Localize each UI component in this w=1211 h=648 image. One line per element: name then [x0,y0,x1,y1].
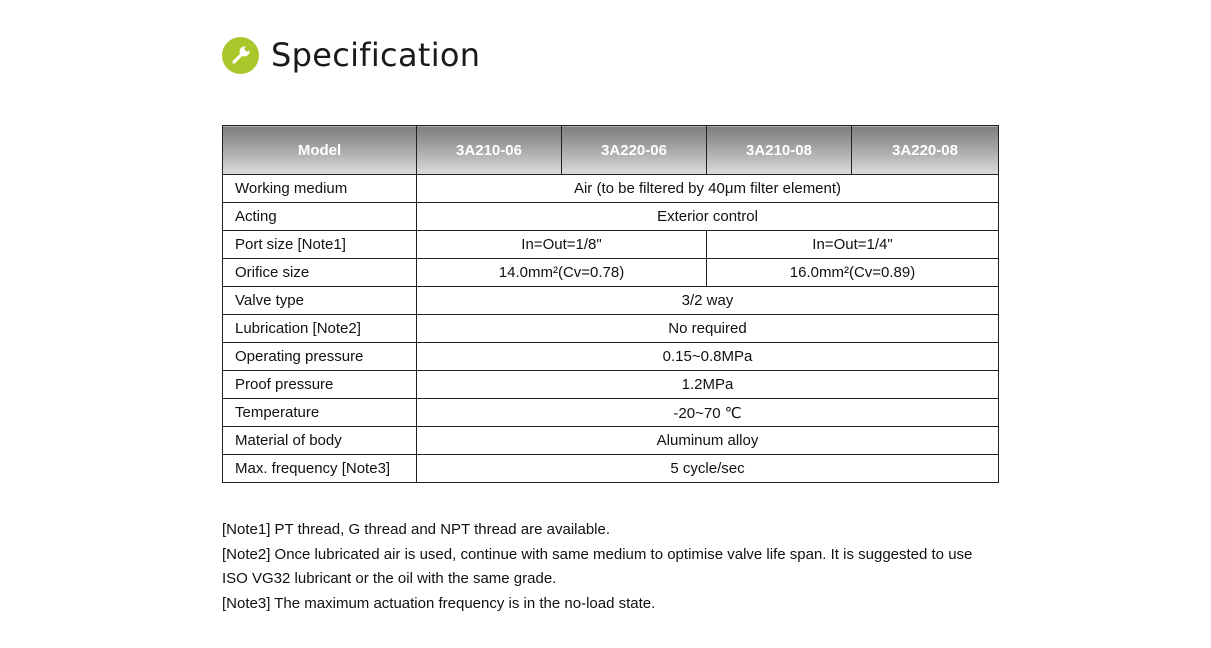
row-label: Valve type [223,287,417,315]
header-cell-model-1: 3A210-06 [417,126,562,175]
row-value: In=Out=1/8" [417,231,707,259]
table-header-row [223,126,999,175]
row-label: Max. frequency [Note3] [223,455,417,483]
page-header [222,34,480,76]
row-value: In=Out=1/4" [707,231,999,259]
row-value: 16.0mm²(Cv=0.89) [707,259,999,287]
table-row [223,175,999,203]
row-value: 1.2MPa [417,371,999,399]
row-value: Exterior control [417,203,999,231]
notes-section [222,518,998,616]
row-value: 0.15~0.8MPa [417,343,999,371]
note-3: [Note3] The maximum actuation frequency is in the no-load state. [222,594,656,612]
table-row [223,343,999,371]
table-row [223,455,999,483]
note-2: [Note2] Once lubricated air is used, continue with same medium to optimise valve life span. It is suggested to use ISO VG32 lubricant or the oil with the same grade. [222,545,973,587]
row-label: Proof pressure [223,371,417,399]
header-cell-model-3: 3A210-08 [707,126,852,175]
note-1: [Note1] PT thread, G thread and NPT thread are available. [222,521,611,538]
row-label: Temperature [223,399,417,427]
row-label: Orifice size [223,259,417,287]
row-label: Acting [223,203,417,231]
table-row [223,427,999,455]
table-row [223,315,999,343]
row-value: 3/2 way [417,287,999,315]
table-row [223,287,999,315]
table-row [223,203,999,231]
header-cell-model-4: 3A220-08 [852,126,999,175]
row-label: Working medium [223,175,417,203]
table-row [223,231,999,259]
table-row [223,371,999,399]
wrench-icon [222,37,259,74]
spec-table [222,125,999,483]
row-value: Air (to be filtered by 40μm filter element) [417,175,999,203]
row-value: Aluminum alloy [417,427,999,455]
page-title: Specification [271,36,481,74]
table-row [223,399,999,427]
header-cell-model: Model [223,126,417,175]
header-cell-model-2: 3A220-06 [562,126,707,175]
row-label: Port size [Note1] [223,231,417,259]
row-value: No required [417,315,999,343]
row-value: 14.0mm²(Cv=0.78) [417,259,707,287]
row-label: Material of body [223,427,417,455]
row-label: Operating pressure [223,343,417,371]
row-label: Lubrication [Note2] [223,315,417,343]
row-value: -20~70 ℃ [417,399,999,427]
table-row [223,259,999,287]
row-value: 5 cycle/sec [417,455,999,483]
